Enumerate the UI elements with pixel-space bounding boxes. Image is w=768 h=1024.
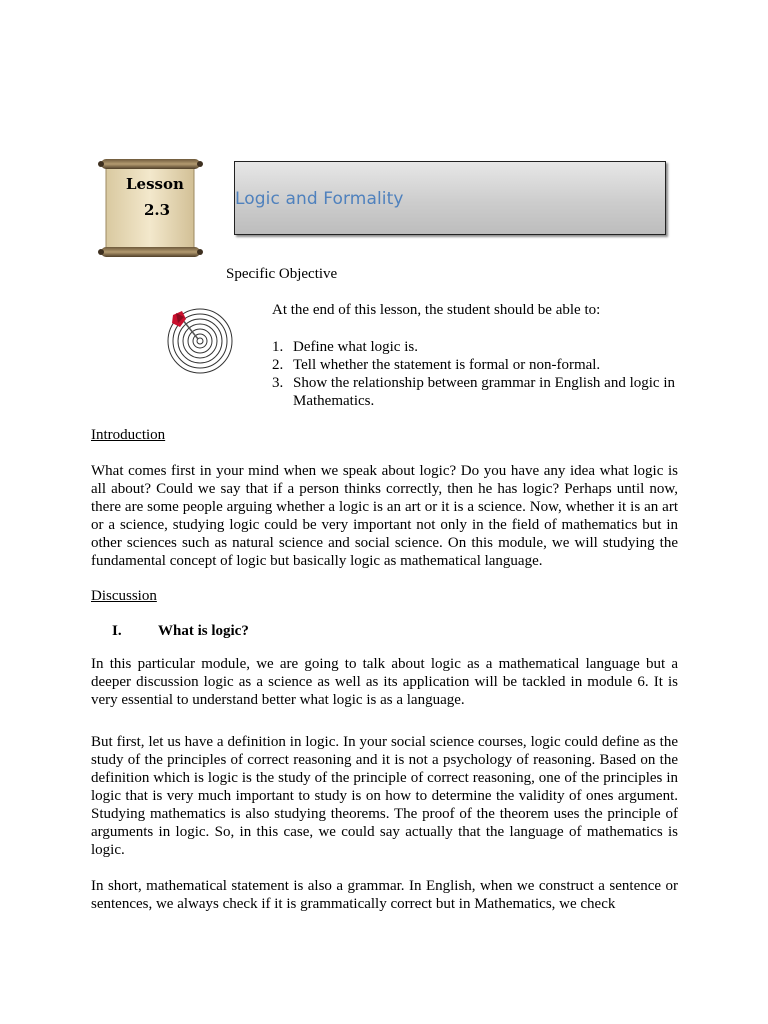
list-item <box>272 374 692 410</box>
objective-heading: Specific Objective <box>226 266 338 282</box>
discussion-paragraph-2: But first, let us have a definition in logic. In your social science courses, logic could define as the study of the principles of correct reasoning and it is not a psychology of reasoning. Based on the definition which is logic is the study of the principle of correct reasoning, one of the principles in logic that is very much important to study is on how to determine the validity of ones argument. Studying mathematics is also studying theorems. The proof of the theorem uses the principle of arguments in logic. So, in this case, we could say actually that the language of mathematics is logic. <box>91 734 678 858</box>
discussion-paragraph-3: In short, mathematical statement is also a grammar. In English, when we construct a sentence or sentences, we always check if it is grammatically correct but in Mathematics, we check <box>91 878 678 912</box>
title-box <box>234 161 666 235</box>
list-text: Define what logic is. <box>293 339 418 355</box>
lesson-scroll-badge <box>96 155 206 265</box>
lesson-number: 2.3 <box>144 201 171 219</box>
page-title: Logic and Formality <box>235 189 404 209</box>
list-item <box>272 338 692 356</box>
objective-intro: At the end of this lesson, the student should be able to: <box>272 302 601 318</box>
subsection-heading <box>112 623 249 640</box>
list-number: 1. <box>272 339 284 355</box>
target-graphic <box>164 305 236 377</box>
list-item <box>272 356 692 374</box>
list-number: 2. <box>272 357 284 373</box>
list-text: Tell whether the statement is formal or non-formal. <box>293 357 601 373</box>
list-number: 3. <box>272 375 284 391</box>
subsection-title: What is logic? <box>158 623 249 639</box>
objective-list <box>272 338 692 410</box>
lesson-label: Lesson <box>126 175 184 193</box>
introduction-paragraph: What comes first in your mind when we speak about logic? Do you have any idea what logic is all about? Could we say that if a person thinks correctly, then he has logic? Perhaps until now, there are some people arguing whether a logic is an art or it is a science. Now, whether it is an art or a science, studying logic could be very important not only in the field of mathematics but in other sciences such as natural science and social science. On this module, we will studying the fundamental concept of logic but basically logic as mathematical language. <box>91 463 678 569</box>
list-text: Show the relationship between grammar in English and logic in Mathematics. <box>293 375 676 409</box>
subsection-number: I. <box>112 623 122 639</box>
discussion-paragraph-1: In this particular module, we are going to talk about logic as a mathematical language but a deeper discussion logic as a science as well as its application will be tackled in module 6. It is very essential to understand better what logic is as a language. <box>91 656 678 708</box>
introduction-heading: Introduction <box>91 427 166 443</box>
target-dart-icon <box>164 305 236 377</box>
discussion-heading: Discussion <box>91 588 157 604</box>
